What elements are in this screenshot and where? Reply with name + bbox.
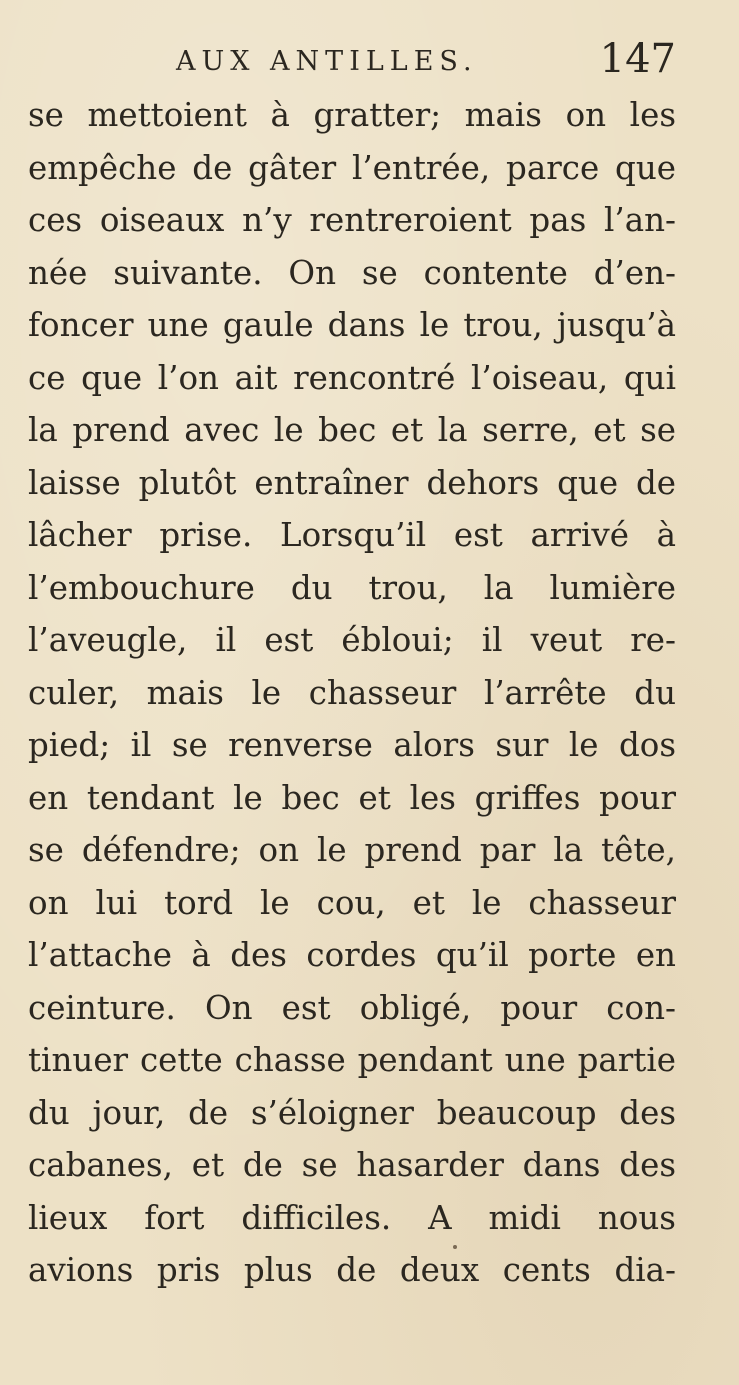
text-line: se mettoient à gratter; mais on les xyxy=(28,96,676,134)
text-line: lieux fort difficiles. A midi nous xyxy=(28,1198,676,1237)
text-line: la prend avec le bec et la serre, et se xyxy=(28,411,676,449)
text-line: l’embouchure du trou, la lumière xyxy=(28,568,676,607)
text-line: l’attache à des cordes qu’il porte en xyxy=(28,936,676,974)
running-head xyxy=(28,34,676,94)
running-title: AUX ANTILLES. xyxy=(176,46,478,77)
text-line: en tendant le bec et les griffes pour xyxy=(28,778,676,817)
ink-speck xyxy=(453,1245,457,1249)
text-line: née suivante. On se contente d’en- xyxy=(28,253,676,292)
text-line: se défendre; on le prend par la tête, xyxy=(28,831,676,869)
text-line: tinuer cette chasse pendant une partie xyxy=(28,1041,676,1079)
text-line: du jour, de s’éloigner beaucoup des xyxy=(28,1093,676,1132)
text-line: culer, mais le chasseur l’arrête du xyxy=(28,673,676,712)
text-line: ce que l’on ait rencontré l’oiseau, qui xyxy=(28,358,676,397)
text-line: cabanes, et de se hasarder dans des xyxy=(28,1146,676,1184)
text-line: on lui tord le cou, et le chasseur xyxy=(28,883,676,922)
page-number: 147 xyxy=(599,36,676,82)
text-line: pied; il se renverse alors sur le dos xyxy=(28,726,676,764)
text-line: foncer une gaule dans le trou, jusqu’à xyxy=(28,306,676,344)
text-line: lâcher prise. Lorsqu’il est arrivé à xyxy=(28,516,676,554)
text-line: empêche de gâter l’entrée, parce que xyxy=(28,148,676,187)
body-text xyxy=(28,89,676,1297)
text-line: avions pris plus de deux cents dia- xyxy=(28,1251,676,1289)
text-line: l’aveugle, il est ébloui; il veut re- xyxy=(28,621,676,659)
text-line: laisse plutôt entraîner dehors que de xyxy=(28,463,676,502)
text-line: ceinture. On est obligé, pour con- xyxy=(28,988,676,1027)
text-line: ces oiseaux n’y rentreroient pas l’an- xyxy=(28,201,676,239)
